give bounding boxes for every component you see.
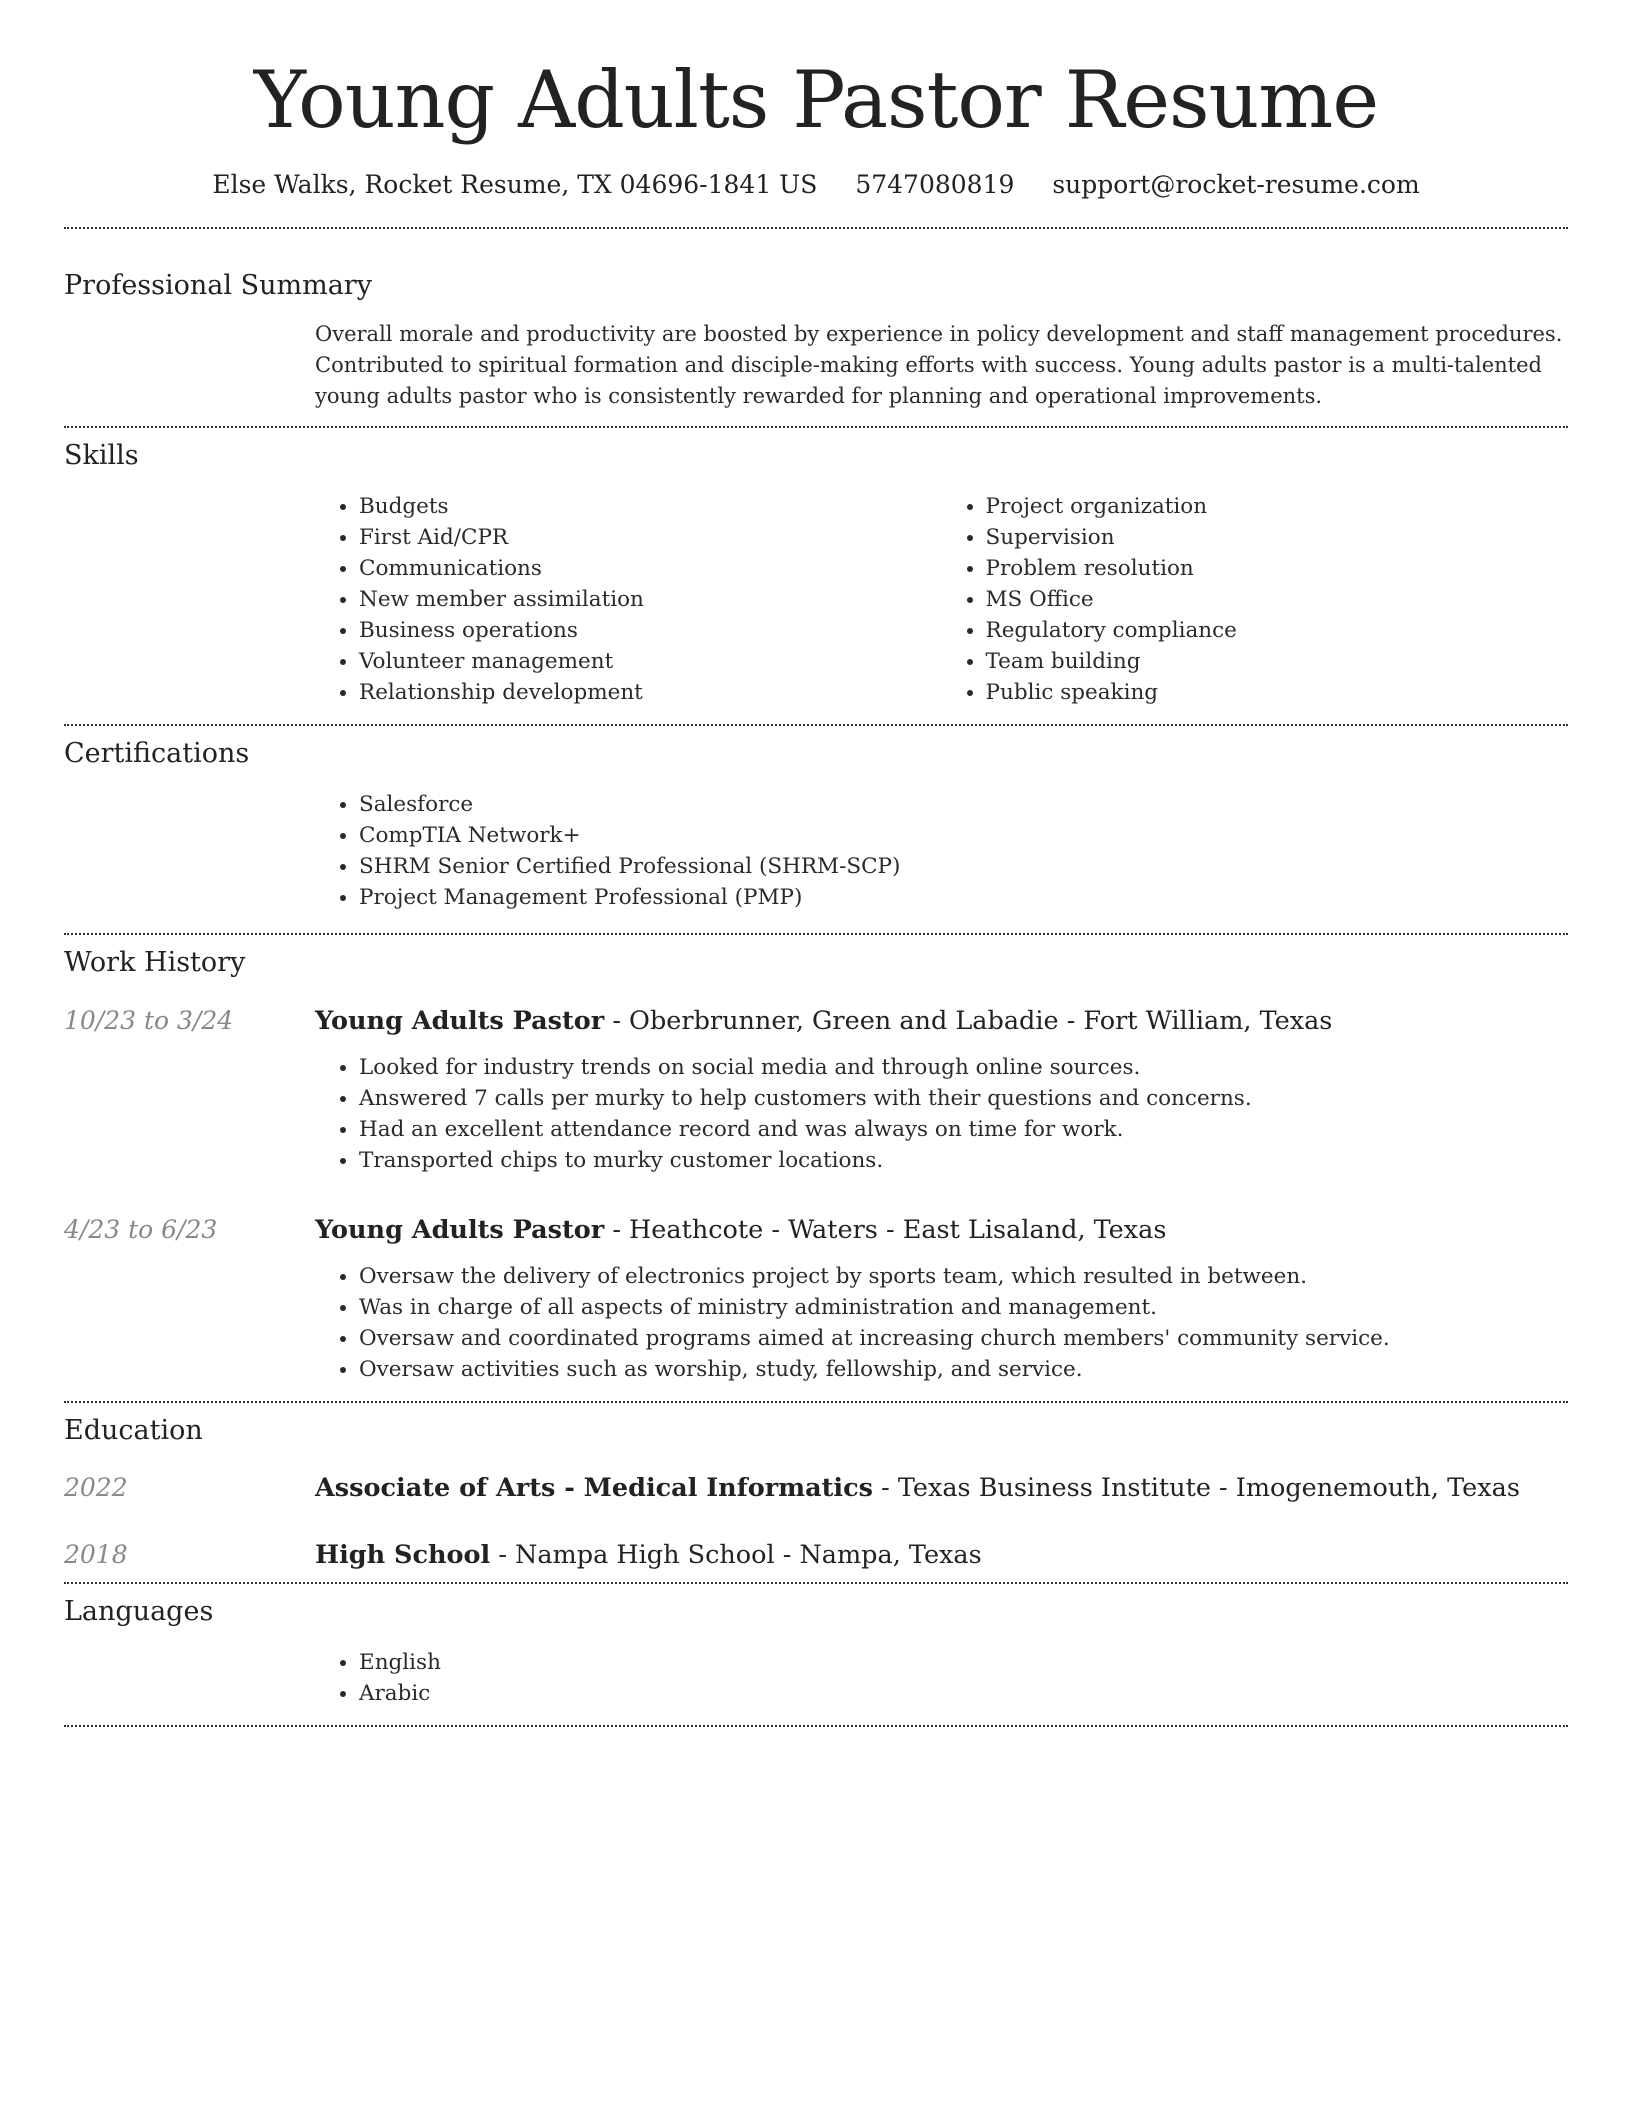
job-dates: 10/23 to 3/24: [64, 1006, 234, 1035]
contact-line: [64, 168, 1568, 202]
skill-item: • Project organization: [986, 491, 1569, 522]
languages-section: [64, 1594, 1568, 1709]
education-entry: [64, 1471, 1568, 1505]
skill-item: • Volunteer management: [359, 646, 942, 677]
summary-section: [64, 268, 1568, 412]
divider: [64, 1725, 1568, 1727]
skill-item: • Team building: [986, 646, 1569, 677]
skill-item: • Problem resolution: [986, 553, 1569, 584]
job-bullets: [315, 1052, 1332, 1176]
skills-grid: [315, 491, 1568, 708]
education-heading: Education: [64, 1415, 203, 1446]
summary-body: [315, 319, 1568, 412]
job-employer: - Heathcote - Waters - East Lisaland, Texas: [604, 1215, 1167, 1245]
certification-item: • SHRM Senior Certified Professional (SHRM-SCP): [359, 851, 1568, 882]
work-section: [64, 945, 1568, 1385]
skills-list-left: [315, 491, 942, 708]
skill-item: • Budgets: [359, 491, 942, 522]
job-bullet: • Had an excellent attendance record and was always on time for work.: [359, 1114, 1332, 1145]
job-bullet: • Oversaw the delivery of electronics project by sports team, which resulted in between.: [359, 1261, 1390, 1292]
job-bullet: • Transported chips to murky customer locations.: [359, 1145, 1332, 1176]
skill-item: • Relationship development: [359, 677, 942, 708]
contact-address: Else Walks, Rocket Resume, TX 04696-1841 US: [212, 170, 818, 199]
skill-item: • Communications: [359, 553, 942, 584]
skill-item: • Business operations: [359, 615, 942, 646]
resume-page: [64, 0, 1568, 1727]
certifications-heading: Certifications: [64, 738, 250, 769]
divider: [64, 1401, 1568, 1403]
divider: [64, 227, 1568, 229]
divider: [64, 426, 1568, 428]
certifications-body: [315, 789, 1568, 913]
job-bullet: • Answered 7 calls per murky to help customers with their questions and concerns.: [359, 1083, 1332, 1114]
summary-text: Overall morale and productivity are boosted by experience in policy development and staff management procedures. Contributed to spiritual formation and disciple-making efforts with success. Young adults pastor is a multi-talented young adults pastor who is consistently rewarded for planning and operational improvements.: [315, 322, 1563, 408]
contact-email: support@rocket-resume.com: [1052, 170, 1420, 199]
education-year: 2022: [64, 1473, 128, 1502]
certification-item: • CompTIA Network+: [359, 820, 1568, 851]
job-entry: [64, 1213, 1568, 1385]
education-title: [315, 1471, 1520, 1505]
job-detail: [315, 1004, 1332, 1176]
skills-heading: Skills: [64, 440, 139, 471]
education-year: 2018: [64, 1540, 128, 1569]
job-bullet: • Oversaw and coordinated programs aimed at increasing church members' community service.: [359, 1323, 1390, 1354]
job-detail: [315, 1213, 1390, 1385]
certification-item: • Salesforce: [359, 789, 1568, 820]
skill-item: • New member assimilation: [359, 584, 942, 615]
job-bullet: • Oversaw activities such as worship, study, fellowship, and service.: [359, 1354, 1390, 1385]
job-employer: - Oberbrunner, Green and Labadie - Fort William, Texas: [604, 1006, 1333, 1036]
job-bullets: [315, 1261, 1390, 1385]
education-school: - Texas Business Institute - Imogenemouth, Texas: [873, 1473, 1520, 1503]
education-school: - Nampa High School - Nampa, Texas: [490, 1540, 982, 1570]
language-item: • Arabic: [359, 1678, 1568, 1709]
education-degree: Associate of Arts - Medical Informatics: [315, 1473, 873, 1503]
languages-body: [315, 1647, 1568, 1709]
languages-heading: Languages: [64, 1596, 214, 1627]
education-entry: [64, 1538, 1568, 1572]
resume-title: Young Adults Pastor Resume: [253, 54, 1379, 146]
contact-phone: 5747080819: [855, 170, 1015, 199]
languages-list: [315, 1647, 1568, 1709]
education-section: [64, 1413, 1568, 1572]
skills-list-right: [942, 491, 1569, 708]
divider: [64, 933, 1568, 935]
education-degree: High School: [315, 1540, 491, 1570]
divider: [64, 1582, 1568, 1584]
job-entry: [64, 1004, 1568, 1176]
skill-item: • MS Office: [986, 584, 1569, 615]
job-title: [315, 1004, 1332, 1038]
certifications-list: [315, 789, 1568, 913]
job-bullet: • Was in charge of all aspects of ministry administration and management.: [359, 1292, 1390, 1323]
job-dates: 4/23 to 6/23: [64, 1215, 218, 1244]
job-bullet: • Looked for industry trends on social media and through online sources.: [359, 1052, 1332, 1083]
language-item: • English: [359, 1647, 1568, 1678]
skills-section: [64, 438, 1568, 708]
work-heading: Work History: [64, 947, 246, 978]
education-title: [315, 1538, 982, 1572]
certification-item: • Project Management Professional (PMP): [359, 882, 1568, 913]
skill-item: • First Aid/CPR: [359, 522, 942, 553]
job-role: Young Adults Pastor: [315, 1006, 605, 1036]
certifications-section: [64, 736, 1568, 913]
divider: [64, 724, 1568, 726]
skill-item: • Public speaking: [986, 677, 1569, 708]
skill-item: • Supervision: [986, 522, 1569, 553]
skill-item: • Regulatory compliance: [986, 615, 1569, 646]
summary-heading: Professional Summary: [64, 270, 372, 301]
job-title: [315, 1213, 1390, 1247]
job-role: Young Adults Pastor: [315, 1215, 605, 1245]
